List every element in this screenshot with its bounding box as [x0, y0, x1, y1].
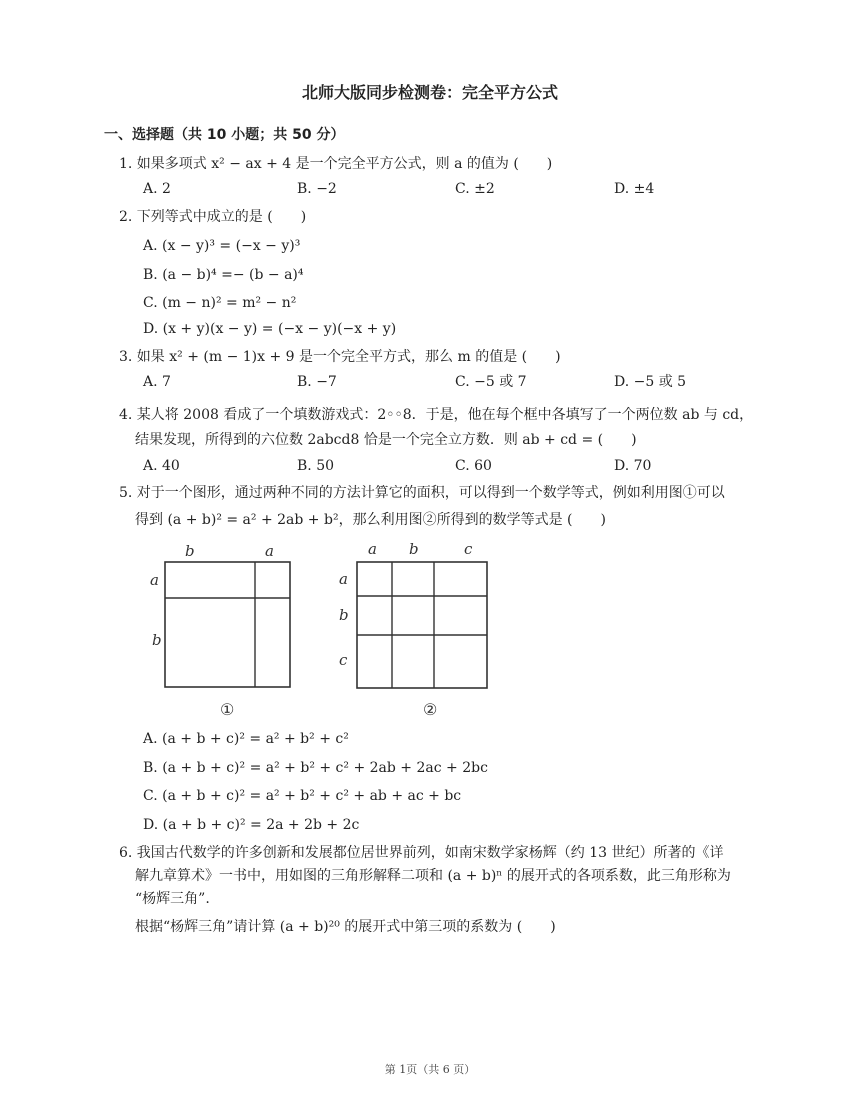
q5-option-b: B. (a + b + c)² = a² + b² + c² + 2ab + 2ac + 2bc [143, 760, 488, 776]
fig2-top-label-c: c [464, 540, 473, 558]
q1-option-a: A. 2 [143, 181, 171, 197]
question-6-line-2: 解九章算术》一书中，用如图的三角形解释二项和 (a + b)ⁿ 的展开式的各项系数，此三角形称为 [135, 868, 731, 884]
figure-1-square [140, 538, 310, 723]
question-4-line-2: 结果发现，所得到的六位数 2abcd8 恰是一个完全立方数．则 ab + cd = ( ) [135, 432, 637, 448]
fig1-left-label-b: b [152, 631, 162, 649]
fig1-left-label-a: a [150, 571, 159, 589]
question-1: 1. 如果多项式 x² − ax + 4 是一个完全平方公式，则 a 的值为 ( ) [119, 156, 553, 172]
fig1-top-label-a: a [265, 542, 274, 560]
q4-option-d: D. 70 [614, 458, 652, 474]
fig2-left-label-a: a [339, 570, 348, 588]
q1-option-c: C. ±2 [455, 181, 495, 197]
q2-option-c: C. (m − n)² = m² − n² [143, 295, 297, 311]
question-6-line-3: “杨辉三角”. [135, 891, 210, 907]
q1-option-b: B. −2 [297, 181, 337, 197]
question-2: 2. 下列等式中成立的是 ( ) [119, 209, 307, 225]
question-6-line-1: 6. 我国古代数学的许多创新和发展都位居世界前列，如南宋数学家杨辉（约 13 世纪）所著的《详 [119, 845, 724, 861]
q4-option-b: B. 50 [297, 458, 335, 474]
question-4-line-1: 4. 某人将 2008 看成了一个填数游戏式：2◦◦8．于是，他在每个框中各填写了一个两位数 ab 与 cd， [119, 407, 754, 423]
q5-option-c: C. (a + b + c)² = a² + b² + c² + ab + ac + bc [143, 788, 462, 804]
question-5-line-2: 得到 (a + b)² = a² + 2ab + b²，那么利用图②所得到的数学等式是 ( ) [135, 512, 606, 528]
section-heading: 一、选择题（共 10 小题；共 50 分） [104, 127, 345, 143]
q3-option-d: D. −5 或 5 [614, 374, 687, 390]
question-6-line-4: 根据“杨辉三角”请计算 (a + b)²⁰ 的展开式中第三项的系数为 ( ) [135, 919, 556, 935]
question-3: 3. 如果 x² + (m − 1)x + 9 是一个完全平方式，那么 m 的值是 ( ) [119, 349, 561, 365]
fig2-caption: ② [423, 700, 438, 719]
figure-2-square [330, 538, 500, 723]
q2-option-a: A. (x − y)³ = (−x − y)³ [143, 238, 301, 254]
fig2-left-label-b: b [339, 606, 349, 624]
q1-option-d: D. ±4 [614, 181, 655, 197]
q2-option-b: B. (a − b)⁴ =− (b − a)⁴ [143, 267, 304, 283]
page-footer: 第 1页（共 6 页） [384, 1063, 476, 1076]
q4-option-a: A. 40 [143, 458, 180, 474]
fig2-top-label-b: b [409, 540, 419, 558]
q5-option-a: A. (a + b + c)² = a² + b² + c² [143, 731, 349, 747]
fig2-left-label-c: c [339, 651, 348, 669]
fig2-top-label-a: a [368, 540, 377, 558]
page-title: 北师大版同步检测卷：完全平方公式 [301, 83, 558, 102]
q3-option-c: C. −5 或 7 [455, 374, 527, 390]
question-5-line-1: 5. 对于一个图形，通过两种不同的方法计算它的面积，可以得到一个数学等式，例如利用图①可以 [119, 485, 725, 501]
fig1-top-label-b: b [185, 542, 195, 560]
fig1-caption: ① [220, 700, 235, 719]
q4-option-c: C. 60 [455, 458, 492, 474]
q5-option-d: D. (a + b + c)² = 2a + 2b + 2c [143, 817, 360, 833]
q2-option-d: D. (x + y)(x − y) = (−x − y)(−x + y) [143, 321, 397, 337]
q3-option-b: B. −7 [297, 374, 337, 390]
q3-option-a: A. 7 [143, 374, 171, 390]
